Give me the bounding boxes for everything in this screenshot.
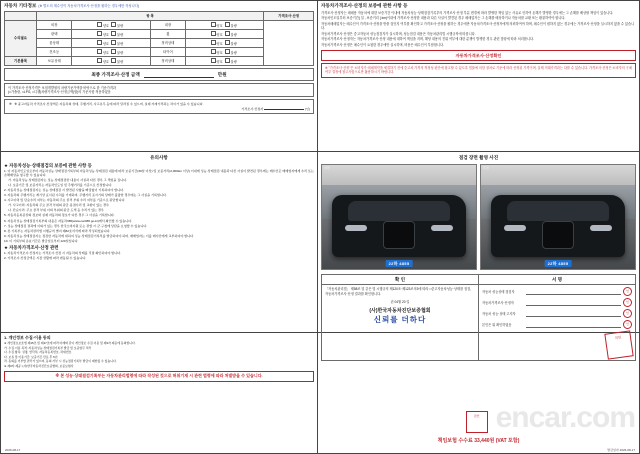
price-small-note: ※ 중고자동차 가격조사·산정액은 자동차의 상태, 주행거리, 사고유무 등에 따라 달라질 수 있으며, 실제 거래가격과는 차이가 있을 수 있습니다. xyxy=(14,101,204,106)
date-day[interactable]: 20 xyxy=(401,300,406,305)
row-sublabel: 타이어 xyxy=(150,48,186,57)
list-item: 자동차가격조사·산정은 중고자동차 성능점검자가 실시하며, 성능점검 내용은 자동차관리법 시행규칙에 따릅니다. xyxy=(321,31,476,36)
header-price: 가격조사·산정 xyxy=(264,12,314,21)
photo-label: 후면 xyxy=(483,166,489,170)
price-small-note-box xyxy=(4,99,314,114)
row-suboptions[interactable]: 양호 불량 xyxy=(186,57,264,66)
list-item: 9. 자동차성능·상태점검자는 점검한 자동차에 대하여 성능·상태점검기록부를 발급하여야 하며, 매매업자는 이를 매수인에게 교부하여야 합니다. xyxy=(4,233,195,238)
price-notice-title: 자동차가격조사·산정의 보증에 관한 사항 등 xyxy=(321,3,408,8)
list-item: 자동차매매업자는 매수인이 가격조사·산정을 받을 것인지 여부를 확인하고 가격조사·산정을 원하는 경우에만 자동차가격조사·산정자에게 의뢰하여야 하며, 매수인이 원하지 않는 경우에는 가격조사·산정을 실시하지 않을 수 있습니다. xyxy=(321,21,635,31)
caution-section-head: ★ 자동차성능·상태점검의 보증에 관한 사항 등 xyxy=(4,163,92,168)
seal-icon: 인 xyxy=(623,309,632,318)
list-item: 나. 보증기간 및 보증거리는 자동차인도일 및 주행거리를 기준으로 산정합니다. xyxy=(8,183,113,188)
date-month[interactable]: 04 xyxy=(394,300,399,305)
association-slogan: 신뢰를 더하다 xyxy=(373,315,427,325)
row-options[interactable]: 양호 불량 xyxy=(72,30,150,39)
final-price-row xyxy=(8,71,310,78)
row-suboptions[interactable]: 양호 불량 xyxy=(186,21,264,30)
list-item: 1. 이 자동차인도일로부터 자동차성능·상태점검기록부의 자동차성능·상태점검 내용에 따라 보증기간(30일 이상) 및 보증거리(2,000km 이상) 이내에 성능·상태점검 내용과 다른 사실이 발견된 경우에는 매수인은 매매업자에게 수리 또는 손해배상을 청구할 수 있습니다. xyxy=(4,168,314,177)
list-item: 라. 동의를 거부할 권리가 있으며, 동의 거부 시 성능점검기록부 발급이 제한될 수 있습니다. xyxy=(4,359,117,364)
caution-title: 유의사항 xyxy=(150,155,168,160)
price-red-note: ※ "가격조사·산정"은 소비자가 매매계약을 체결하기 전에 중고차 가격의 적정성 판단에 참고할 수 있도록 법률에 의한 절차로 기준에 따라 산정된 가격이며, 실제 거래가격과는 다를 수 있습니다. 가격조사·산정은 소비자의 구매여부 결정에 참고사항으로만 활용하시기 바랍니다. xyxy=(321,63,636,78)
signature-headers xyxy=(322,275,635,285)
list-item: 다. 보유 및 이용기간: 보증기간 만료 후 5년 xyxy=(4,354,58,359)
list-item: 6. 자동차성능·상태점검기록부의 내용은 자동차365(www.car365.go.kr)에서 확인할 수 있습니다. xyxy=(4,218,133,223)
final-price-box xyxy=(4,68,314,81)
license-plate: 22하 4855 xyxy=(386,260,413,267)
encar-watermark: encar.com xyxy=(495,401,635,434)
final-price-input[interactable] xyxy=(144,71,214,78)
list-item: 나. 수집 항목: 성명, 연락처, 자동차등록번호, 차대번호 xyxy=(4,350,72,355)
car-image xyxy=(491,195,625,257)
row-options[interactable]: 양호 불량 xyxy=(72,57,150,66)
list-item: 3. 자동차의 주행거리는 계기상 표시된 수치를 기재하며, 주행거리 표시기의 상태가 불량한 경우에는 그 사실을 기록합니다. xyxy=(4,193,167,198)
caution-list xyxy=(4,169,314,243)
row-options[interactable]: 양호 불량 xyxy=(72,21,150,30)
row-options[interactable]: 양호 불량 xyxy=(72,48,150,57)
row-suboptions[interactable]: 양호 불량 xyxy=(186,48,264,57)
confirm-text: 「자동차관리법」 제58조 및 같은 법 시행규칙 제120조·제123조의3에 따라 □중고자동차성능·상태를 점검, 자동차가격조사·산정 결과를 확인합니다. xyxy=(325,287,472,296)
caution-list2 xyxy=(4,251,314,260)
photo-signature-panel xyxy=(318,152,639,341)
list-item: 5. 자동차등록증상의 정보와 실제 자동차의 정보가 다른 경우 그 사실을 기록합니다. xyxy=(4,213,115,218)
photo-gallery xyxy=(321,164,636,270)
table-row xyxy=(5,21,314,30)
list-item: 가격조사·산정자는 매매용 자동차에 대한 보증기간 이내에 자동차성능·상태점검기록부의 가격조사·산정 부분 변경에 따라 발생한 책임 있는 사유로 인하여 손해가 발생한 경우에는 그 손해를 배상할 책임이 있습니다. xyxy=(321,11,614,15)
list-item: ※ 개인정보보호법 제15조 및 제17조에 따라 아래와 같이 개인정보 수집·이용 및 제3자 제공에 동의합니다. xyxy=(4,341,136,345)
list-item: ※ 제3자 제공: (사)한국자동차진단보증협회, 보증보험사 xyxy=(4,363,74,368)
price-signer-label: 가격조사·산정자 xyxy=(241,106,264,111)
seal-icon: 인 xyxy=(623,287,632,296)
vehicle-info-subtitle: (※ 별도의 계수인이 자동차가격조사·산정을 원하는 경우에만 작성나다) xyxy=(38,4,140,8)
header-blank xyxy=(5,12,37,21)
row-sublabel: 정비상태 xyxy=(150,39,186,48)
confirm-header: 확 인 xyxy=(322,275,479,284)
sig-label: 자동차가격조사·산정자 xyxy=(482,301,514,305)
list-item: 1. 자동차가격조사·산정자는 가격조사·산정 시 자동차의 상태를 직접 확인하여야 합니다. xyxy=(4,250,121,255)
price-notice-list xyxy=(321,11,636,47)
caution-subhead2: ★ 자동차가격조사·산정 관련 xyxy=(4,245,59,251)
row-suboptions[interactable]: 양호 불량 xyxy=(186,30,264,39)
final-price-unit: 만원 xyxy=(217,71,227,77)
row-label: 전조등 xyxy=(36,48,72,57)
group-label-basic: 기본품목 xyxy=(5,57,37,66)
fee-label: 책임보험 수수료 xyxy=(437,438,473,444)
list-item: 7. 성능·상태점검 결과에 이의가 있는 경우 한국소비자원 또는 관할 시·군·구청에 상담을 요청할 수 있습니다. xyxy=(4,223,148,228)
price-note-line2: (□가솔린, □LPG, □디젤)차량가격조사·산정금액(합)의 기준사항 적용하였음 xyxy=(8,89,111,94)
sig-input[interactable] xyxy=(526,321,621,328)
list-item: 2. 자동차성능·상태점검자는 성능·상태점검 시 발견된 사항을 빠짐없이 기록하여야 합니다. xyxy=(4,188,124,193)
list-item: 8. 본 기록부는 자동차관리법 시행규칙 별지 제82호서식에 따라 작성되었습니다. xyxy=(4,228,111,233)
list-item: 자동차가격조사·산정은 매수인이 요청한 경우에만 실시하며, 비용은 매수인이 부담합니다. xyxy=(321,42,444,47)
price-cell[interactable] xyxy=(264,21,314,66)
privacy-heading: 1. 개인정보 수집·이용 동의 xyxy=(4,335,51,340)
list-item: 나. 단순수리: 주요 골격 부위 이외 부위의 판금·도색 등 수리가 있는 경우 xyxy=(8,208,104,213)
photo-label: 전면 xyxy=(324,166,330,170)
fee-value: 33,440원 xyxy=(474,438,495,444)
car-image xyxy=(332,195,466,257)
signature-date: 년 04월 20 일 xyxy=(390,300,410,305)
list-item: 10. 이 기록부의 유효기간은 발급일로부터 120일입니다. xyxy=(4,238,79,243)
official-seal-icon: 직인 xyxy=(604,330,633,359)
privacy-list xyxy=(4,342,314,369)
sig-input[interactable] xyxy=(526,288,621,295)
license-plate: 22하 4855 xyxy=(545,260,572,267)
signer-vertical-label: ※ xyxy=(8,101,13,107)
list-item: 가. 자동차성능·상태점검자는 성능·상태점검한 내용이 사실과 다른 경우 그 책임을 집니다. xyxy=(8,178,128,183)
warning-bar: ※ 본 성능·상태점검기록부는 자동차관리법령에 따라 작성된 것으로 허위기재 시 관련 법령에 따라 처벌받을 수 있습니다. xyxy=(4,371,314,382)
list-item: 4. 사고이력 및 단순수리 여부는 자동차의 주요 골격 부위 수리 여부를 기준으로 판단합니다. xyxy=(4,198,126,203)
fee-note: (VAT 포함) xyxy=(495,438,520,444)
sig-input[interactable] xyxy=(526,299,621,306)
date-suffix: 일 xyxy=(406,300,410,305)
approval-stamp-icon: 검인 xyxy=(466,411,488,433)
issue-date: 발급일자 2026-08-17 xyxy=(607,448,635,452)
vehicle-info-title: 자동차 기타정보 xyxy=(4,3,37,8)
vehicle-info-panel xyxy=(1,1,318,151)
seal-icon: 인 xyxy=(623,298,632,307)
price-note-line1: 이 가격조사·산정가격은 보험개발원의 차량기준가액을 바탕으로 한 기준가격과 xyxy=(8,85,116,90)
row-label: 광택 xyxy=(36,30,72,39)
list-item: 자동차가격조사·산정자는 자동차가격조사·산정 내용에 대하여 책임을 지며, 해당 내용의 진위 여부에 대한 분쟁이 발생한 경우 관련 법령에 따라 처리합니다. xyxy=(321,37,534,42)
fee-bar xyxy=(318,437,639,444)
sig-row xyxy=(482,287,632,296)
footer-section xyxy=(1,333,639,453)
price-notice-heading xyxy=(321,3,636,9)
header-item: 항 목 xyxy=(36,12,263,21)
price-notice-panel xyxy=(318,1,639,151)
group-label-repair: 수리필요 xyxy=(5,21,37,57)
date-year[interactable]: 년 xyxy=(390,300,394,305)
row-label: 보유상태 xyxy=(36,57,72,66)
sig-row xyxy=(482,298,632,307)
row-sublabel: 내장 xyxy=(150,21,186,30)
sign-header: 서 명 xyxy=(551,276,563,282)
sig-input[interactable] xyxy=(526,310,621,317)
sig-label: 자동차 성능·상태 고지자 xyxy=(482,312,516,316)
row-label: 룸상태 xyxy=(36,39,72,48)
photo-front[interactable] xyxy=(321,164,477,270)
row-label: 외장 xyxy=(36,21,72,30)
sig-label: 자동차 성능상태 점검자 xyxy=(482,290,515,294)
list-item: 2. 가격조사·산정금액은 시장 상황에 따라 변동될 수 있습니다. xyxy=(4,255,87,260)
list-item: 가. 사고이력: 자동차의 주요 골격 부위의 판금·용접수리 및 교환이 있는 경우 xyxy=(8,203,110,208)
sig-row xyxy=(482,309,632,318)
price-note-box xyxy=(4,83,314,98)
top-section xyxy=(1,1,639,152)
association-name: (사)한국자동차진단보증협회 xyxy=(369,307,431,314)
association-block xyxy=(325,308,475,326)
vehicle-info-heading xyxy=(4,3,314,9)
sig-label: 본인은 위 확인하였음 xyxy=(482,323,512,327)
caution-panel xyxy=(1,152,318,332)
row-sublabel: 휠 xyxy=(150,30,186,39)
vehicle-info-table xyxy=(4,11,314,66)
final-price-label: 최종 가격조사·산정 금액 xyxy=(91,71,140,77)
list-item: 가. 수집·이용 목적: 자동차성능·상태점검기록부 발급 및 보증업무 처리 xyxy=(4,345,92,350)
watermark-panel xyxy=(318,333,639,453)
price-confirm-bar: 자동차가격조사·산정확인 xyxy=(321,50,636,61)
list-item: 자동차인도일부터 보증기간( 일 , 보증거리 ( km)이내에 가격조사·산정한 내용과 다른 사실이 발견된 경우 매매업자는 그 손해를 배상하거나 자동차를 교환 또는 환불하여야 합니다. xyxy=(321,16,566,21)
sig-row xyxy=(482,320,632,329)
row-options[interactable]: 양호 불량 xyxy=(72,39,150,48)
privacy-panel xyxy=(1,333,318,453)
row-sublabel: 정비상태 xyxy=(150,57,186,66)
seal-icon: 인 xyxy=(623,320,632,329)
table-header-row xyxy=(5,12,314,21)
row-suboptions[interactable]: 양호 불량 xyxy=(186,39,264,48)
photo-rear[interactable] xyxy=(480,164,636,270)
photos-heading: 점검 장면 촬영 사진 xyxy=(458,155,499,160)
document-number: 2026-08-17 xyxy=(5,448,21,452)
price-signer-seal: (인) xyxy=(304,106,310,111)
